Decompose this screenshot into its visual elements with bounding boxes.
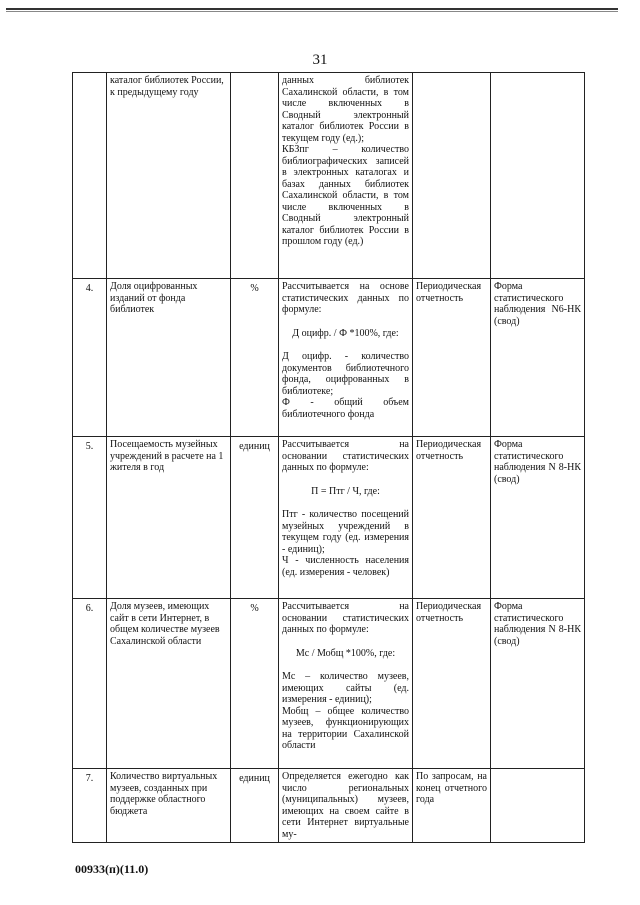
formula-definition: Ч - численность населения (ед. измерения - человек) xyxy=(282,555,409,578)
data-source xyxy=(491,769,585,843)
formula-definition: Ф - общий объем библиотечного фонда xyxy=(282,397,409,420)
calculation-method xyxy=(279,279,413,437)
formula: Д оцифр. / Ф *100%, где: xyxy=(292,327,399,339)
unit-of-measure xyxy=(231,73,279,279)
data-source: Форма статистического наблюдения N 8-НК (свод) xyxy=(491,599,585,769)
unit-of-measure: единиц xyxy=(231,437,279,599)
footer-document-code: 00933(п)(11.0) xyxy=(75,862,149,876)
method-text: Определяется ежегодно как число региональных (муниципальных) музеев, имеющих на своем сайте в сети Интернет виртуальные му- xyxy=(282,771,409,840)
reporting-period xyxy=(413,73,491,279)
method-text: Рассчитывается на основании статистических данных по формуле: xyxy=(282,439,409,473)
indicators-table xyxy=(72,72,585,843)
top-scan-border xyxy=(6,8,618,10)
method-text: данных библиотек Сахалинской области, в том числе включенных в Сводный электронный каталог библиотек России в текущем году (ед.); xyxy=(282,75,409,144)
data-source xyxy=(491,73,585,279)
table-row xyxy=(73,279,585,437)
unit-of-measure: % xyxy=(231,599,279,769)
indicator-name: Посещаемость музейных учреждений в расчете на 1 жителя в год xyxy=(107,437,231,599)
reporting-period: По запросам, на конец отчетного года xyxy=(413,769,491,843)
formula-definition: Мобщ – общее количество музеев, функционирующих на территории Сахалинской области xyxy=(282,705,409,751)
method-text: Рассчитывается на основе статистических данных по формуле: xyxy=(282,281,409,315)
row-number: 7. xyxy=(73,769,107,843)
calculation-method xyxy=(279,437,413,599)
page-number: 31 xyxy=(312,52,328,68)
method-text: Рассчитывается на основании статистических данных по формуле: xyxy=(282,601,409,635)
table-row xyxy=(73,599,585,769)
top-scan-border-thin xyxy=(6,11,618,12)
calculation-method xyxy=(279,769,413,843)
formula-definition: Птг - количество посещений музейных учреждений в текущем году (ед. измерения - единиц); xyxy=(282,509,409,555)
table-row xyxy=(73,769,585,843)
indicator-name: Доля оцифрованных изданий от фонда библиотек xyxy=(107,279,231,437)
reporting-period: Периодическая отчетность xyxy=(413,279,491,437)
row-number xyxy=(73,73,107,279)
indicator-name: каталог библиотек России, к предыдущему году xyxy=(107,73,231,279)
indicator-name: Доля музеев, имеющих сайт в сети Интернет, в общем количестве музеев Сахалинской области xyxy=(107,599,231,769)
row-number: 5. xyxy=(73,437,107,599)
calculation-method xyxy=(279,599,413,769)
method-text: КБЗпг – количество библиографических записей в электронных каталогах и базах данных библиотек Сахалинской области, в том числе включенных в Сводный электронный каталог библиотек России в прошлом году (ед.) xyxy=(282,144,409,247)
formula-definition: Д оцифр. - количество документов библиотечного фонда, оцифрованных в библиотеке; xyxy=(282,351,409,397)
reporting-period: Периодическая отчетность xyxy=(413,599,491,769)
table-row xyxy=(73,73,585,279)
row-number: 6. xyxy=(73,599,107,769)
data-source: Форма статистического наблюдения N6-НК (свод) xyxy=(491,279,585,437)
indicator-name: Количество виртуальных музеев, созданных при поддержке областного бюджета xyxy=(107,769,231,843)
formula: П = Птг / Ч, где: xyxy=(311,485,380,497)
formula-definition: Мс – количество музеев, имеющих сайты (ед. измерения - единиц); xyxy=(282,671,409,705)
data-source: Форма статистического наблюдения N 8-НК (свод) xyxy=(491,437,585,599)
formula: Мс / Мобщ *100%, где: xyxy=(295,647,396,659)
table-row xyxy=(73,437,585,599)
unit-of-measure: % xyxy=(231,279,279,437)
calculation-method xyxy=(279,73,413,279)
reporting-period: Периодическая отчетность xyxy=(413,437,491,599)
row-number: 4. xyxy=(73,279,107,437)
unit-of-measure: единиц xyxy=(231,769,279,843)
